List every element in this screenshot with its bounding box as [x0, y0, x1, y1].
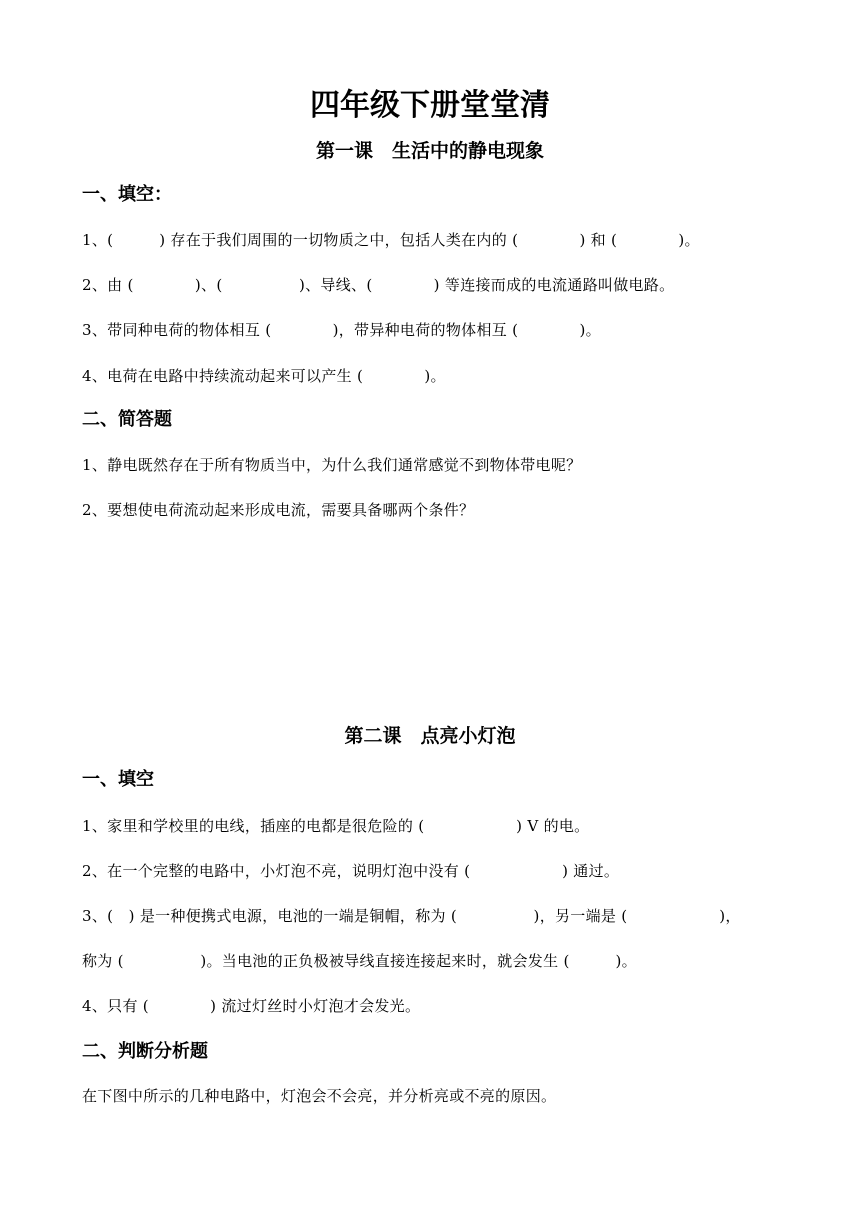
lesson2-fill-question-2: 2、在一个完整的电路中，小灯泡不亮，说明灯泡中没有 ( ) 通过。	[82, 862, 620, 880]
lesson2-fill-question-1: 1、家里和学校里的电线，插座的电都是很危险的 ( ) V 的电。	[82, 817, 590, 835]
lesson1-heading: 第一课 生活中的静电现象	[315, 140, 544, 162]
lesson1-short-question-1: 1、静电既然存在于所有物质当中，为什么我们通常感觉不到物体带电呢？	[82, 456, 582, 474]
lesson2-heading: 第二课 点亮小灯泡	[344, 725, 516, 747]
lesson1-fill-question-3: 3、带同种电荷的物体相互 ( )，带异种电荷的物体相互 ( )。	[82, 321, 601, 339]
lesson1-fill-question-4: 4、电荷在电路中持续流动起来可以产生 ( )。	[82, 367, 446, 385]
lesson2-fill-section-heading: 一、填空	[82, 769, 154, 790]
lesson2-analysis-instruction: 在下图中所示的几种电路中，灯泡会不会亮，并分析亮或不亮的原因。	[82, 1087, 557, 1105]
lesson1-fill-section-heading: 一、填空：	[82, 184, 172, 205]
lesson2-fill-question-3: 3、( ) 是一种便携式电源，电池的一端是铜帽，称为 ( )，另一端是 ( )，	[82, 907, 741, 925]
lesson2-analysis-section-heading: 二、判断分析题	[82, 1041, 208, 1062]
lesson2-fill-question-4: 4、只有 ( ) 流过灯丝时小灯泡才会发光。	[82, 997, 421, 1015]
lesson1-fill-question-1: 1、( ) 存在于我们周围的一切物质之中，包括人类在内的 ( ) 和 ( )。	[82, 231, 700, 249]
page-title: 四年级下册堂堂清	[310, 88, 550, 123]
lesson1-fill-question-2: 2、由 ( )、( )、导线、( ) 等连接而成的电流通路叫做电路。	[82, 276, 675, 294]
lesson1-short-answer-section-heading: 二、简答题	[82, 409, 172, 430]
lesson1-short-question-2: 2、要想使电荷流动起来形成电流，需要具备哪两个条件？	[82, 501, 475, 519]
lesson2-fill-question-3-continued: 称为 ( )。当电池的正负极被导线直接连接起来时，就会发生 ( )。	[82, 952, 637, 970]
